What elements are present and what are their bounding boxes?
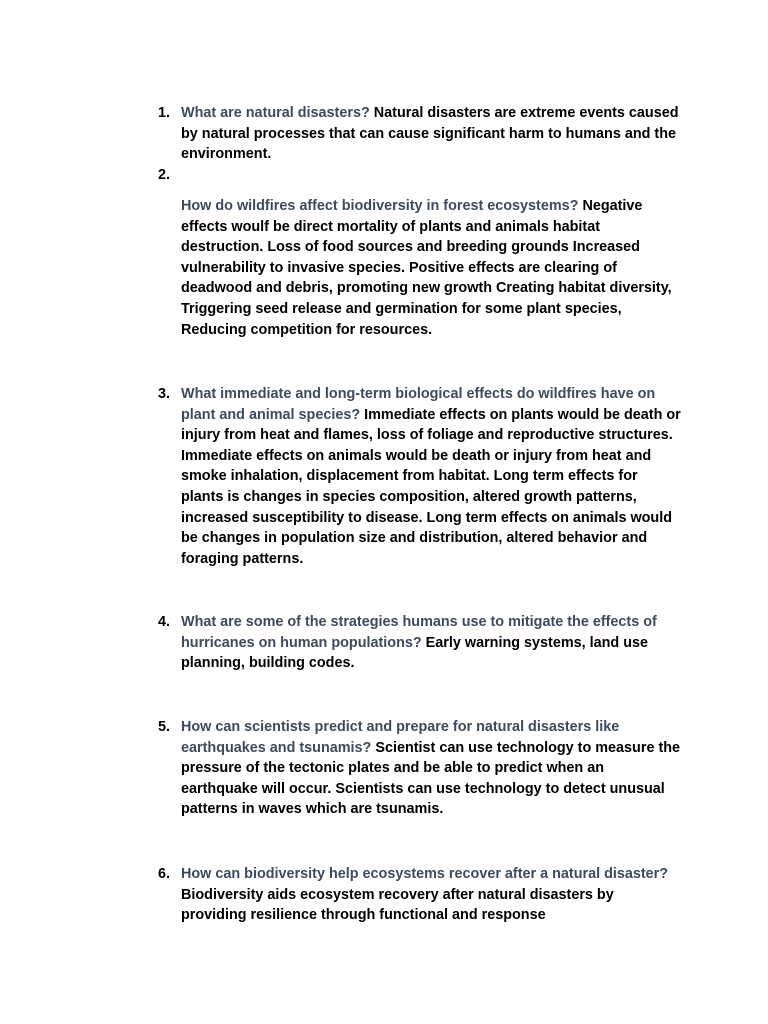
- answer-text: Immediate effects on plants would be death or injury from heat and flames, loss of foliage and reproductive structures. Immediate effects on animals would be death or injury from heat and smoke inhalation, displacement from habitat. Long term effects for plants is changes in species composition, altered growth patterns, increased susceptibility to disease. Long term effects on animals would be changes in population size and distribution, altered behavior and foraging patterns.: [181, 406, 681, 567]
- list-item: [158, 717, 683, 820]
- item-text: [181, 103, 683, 165]
- question-text: What immediate and long-term biological effects do wildfires have on plant and animal species?: [181, 386, 656, 423]
- item-number: 3.: [158, 386, 171, 402]
- answer-text: Early warning systems, land use planning, building codes.: [181, 634, 649, 672]
- list-item: [158, 103, 683, 165]
- item-number: 4.: [158, 614, 171, 630]
- item-text: [181, 864, 683, 926]
- answer-text: Negative effects woulf be direct mortality of plants and animals habitat destruction. Loss of food sources and breeding grounds Increased vulnerability to invasive species. Positive effects are clearing of deadwood and debris, promoting new growth Creating habitat diversity, Triggering seed release and germination for some plant species, Reducing competition for resources.: [181, 198, 672, 338]
- answer-text: Biodiversity aids ecosystem recovery after natural disasters by providing resilience through functional and response: [181, 886, 614, 924]
- answer-text: Scientist can use technology to measure the pressure of the tectonic plates and be able to predict when an earthquake will occur. Scientists can use technology to detect unusual patterns in waves which are tsunamis.: [181, 739, 681, 818]
- item-number: 1.: [158, 105, 171, 121]
- question-text: How can biodiversity help ecosystems recover after a natural disaster?: [181, 866, 669, 882]
- item-number: 5.: [158, 719, 171, 735]
- item-text: [181, 165, 683, 340]
- list-item: [158, 384, 683, 569]
- item-text: [181, 612, 683, 674]
- list-item: [158, 165, 683, 340]
- question-text: What are some of the strategies humans use to mitigate the effects of hurricanes on human populations?: [181, 614, 657, 651]
- item-text: [181, 384, 683, 569]
- list-item: [158, 864, 683, 926]
- question-text: How can scientists predict and prepare for natural disasters like earthquakes and tsunamis?: [181, 719, 620, 756]
- question-text: How do wildfires affect biodiversity in forest ecosystems?: [181, 198, 579, 214]
- item-number: 6.: [158, 866, 171, 882]
- answer-text: Natural disasters are extreme events caused by natural processes that can cause significant harm to humans and the environment.: [181, 105, 679, 163]
- question-text: What are natural disasters?: [181, 105, 370, 121]
- item-text: [181, 717, 683, 820]
- item-number: 2.: [158, 167, 171, 183]
- list-item: [158, 612, 683, 674]
